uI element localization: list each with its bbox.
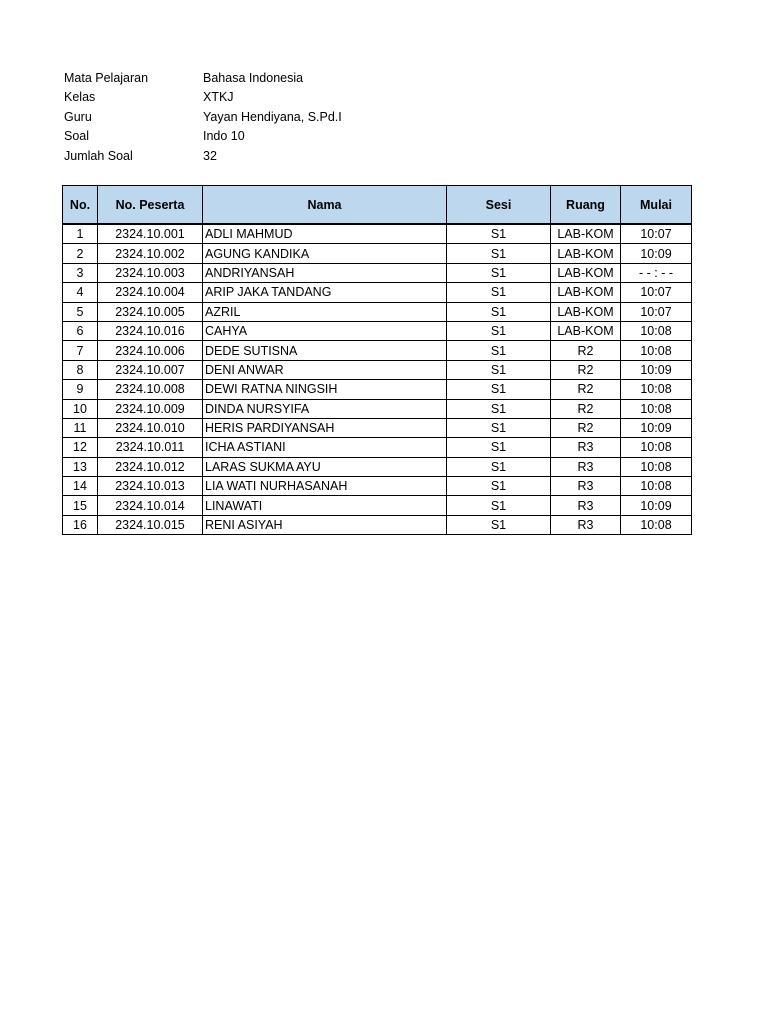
participant-name: ARIP JAKA TANDANG [203,283,447,302]
start-time: 10:08 [621,380,692,399]
participant-name: RENI ASIYAH [203,515,447,534]
header-number: No. [63,186,98,225]
participant-name: ICHA ASTIANI [203,438,447,457]
participant-name: DENI ANWAR [203,360,447,379]
table-row [63,496,692,515]
session: S1 [447,283,551,302]
teacher-label: Guru [64,109,92,124]
participant-id: 2324.10.015 [98,515,203,534]
start-time: 10:08 [621,399,692,418]
table-body [63,224,692,535]
participant-id: 2324.10.008 [98,380,203,399]
room: LAB-KOM [551,302,621,321]
session: S1 [447,418,551,437]
participant-id: 2324.10.013 [98,477,203,496]
table-row [63,341,692,360]
row-number: 13 [63,457,98,476]
participant-name: LARAS SUKMA AYU [203,457,447,476]
participant-id: 2324.10.004 [98,283,203,302]
row-number: 10 [63,399,98,418]
participant-id: 2324.10.012 [98,457,203,476]
participant-id: 2324.10.007 [98,360,203,379]
table-row [63,477,692,496]
start-time: 10:09 [621,418,692,437]
question-count-label: Jumlah Soal [64,148,133,163]
session: S1 [447,321,551,340]
session: S1 [447,224,551,244]
start-time: 10:08 [621,477,692,496]
row-number: 12 [63,438,98,457]
participant-name: LINAWATI [203,496,447,515]
info-row-teacher [64,108,342,127]
participant-id: 2324.10.010 [98,418,203,437]
room: LAB-KOM [551,283,621,302]
room: R3 [551,515,621,534]
start-time: 10:09 [621,360,692,379]
row-number: 1 [63,224,98,244]
participant-id: 2324.10.014 [98,496,203,515]
row-number: 9 [63,380,98,399]
start-time: 10:08 [621,341,692,360]
participant-id: 2324.10.006 [98,341,203,360]
table-row [63,360,692,379]
session: S1 [447,263,551,282]
room: R2 [551,418,621,437]
participant-name: DEWI RATNA NINGSIH [203,380,447,399]
class-value: XTKJ [203,90,234,105]
table-row [63,302,692,321]
header-session: Sesi [447,186,551,225]
session: S1 [447,438,551,457]
row-number: 4 [63,283,98,302]
room: LAB-KOM [551,263,621,282]
start-time: 10:07 [621,302,692,321]
table-row [63,263,692,282]
participant-name: DEDE SUTISNA [203,341,447,360]
header-room: Ruang [551,186,621,225]
start-time: 10:08 [621,457,692,476]
info-row-subject [64,69,342,88]
participant-id: 2324.10.003 [98,263,203,282]
start-time: 10:09 [621,496,692,515]
row-number: 7 [63,341,98,360]
participant-name: ANDRIYANSAH [203,263,447,282]
row-number: 5 [63,302,98,321]
exam-label: Soal [64,129,90,144]
participant-id: 2324.10.016 [98,321,203,340]
table-row [63,224,692,244]
participant-name: AZRIL [203,302,447,321]
row-number: 3 [63,263,98,282]
header-name: Nama [203,186,447,225]
participant-id: 2324.10.001 [98,224,203,244]
subject-label: Mata Pelajaran [64,71,149,85]
exam-info-block [64,69,342,166]
table-row [63,244,692,263]
room: LAB-KOM [551,244,621,263]
question-count-value: 32 [203,148,217,163]
table-row [63,438,692,457]
room: LAB-KOM [551,224,621,244]
session: S1 [447,477,551,496]
table-row [63,418,692,437]
table-row [63,283,692,302]
info-row-class [64,88,342,107]
start-time: - - : - - [621,263,692,282]
table-row [63,457,692,476]
row-number: 2 [63,244,98,263]
row-number: 16 [63,515,98,534]
room: LAB-KOM [551,321,621,340]
exam-value: Indo 10 [203,129,245,144]
start-time: 10:08 [621,515,692,534]
participant-id: 2324.10.002 [98,244,203,263]
participant-name: AGUNG KANDIKA [203,244,447,263]
header-start-time: Mulai [621,186,692,225]
participant-id: 2324.10.009 [98,399,203,418]
session: S1 [447,244,551,263]
info-row-exam [64,127,342,146]
participant-table [62,185,692,535]
participant-name: ADLI MAHMUD [203,224,447,244]
participant-name: HERIS PARDIYANSAH [203,418,447,437]
start-time: 10:08 [621,321,692,340]
class-label: Kelas [64,90,96,105]
teacher-value: Yayan Hendiyana, S.Pd.I [203,109,342,124]
room: R3 [551,457,621,476]
start-time: 10:07 [621,283,692,302]
session: S1 [447,360,551,379]
row-number: 14 [63,477,98,496]
room: R3 [551,438,621,457]
participant-name: CAHYA [203,321,447,340]
participant-id: 2324.10.005 [98,302,203,321]
session: S1 [447,380,551,399]
room: R2 [551,341,621,360]
info-row-question-count [64,147,342,166]
room: R3 [551,496,621,515]
room: R2 [551,380,621,399]
table-row [63,515,692,534]
table-row [63,380,692,399]
start-time: 10:08 [621,438,692,457]
session: S1 [447,302,551,321]
participant-name: LIA WATI NURHASANAH [203,477,447,496]
room: R3 [551,477,621,496]
session: S1 [447,515,551,534]
row-number: 11 [63,418,98,437]
session: S1 [447,457,551,476]
session: S1 [447,496,551,515]
subject-value: Bahasa Indonesia [203,71,304,85]
row-number: 15 [63,496,98,515]
row-number: 6 [63,321,98,340]
session: S1 [447,341,551,360]
participant-id: 2324.10.011 [98,438,203,457]
row-number: 8 [63,360,98,379]
session: S1 [447,399,551,418]
table-header-row [63,186,692,225]
header-participant-id: No. Peserta [98,186,203,225]
table-row [63,321,692,340]
start-time: 10:07 [621,224,692,244]
start-time: 10:09 [621,244,692,263]
room: R2 [551,360,621,379]
participant-name: DINDA NURSYIFA [203,399,447,418]
room: R2 [551,399,621,418]
table-row [63,399,692,418]
